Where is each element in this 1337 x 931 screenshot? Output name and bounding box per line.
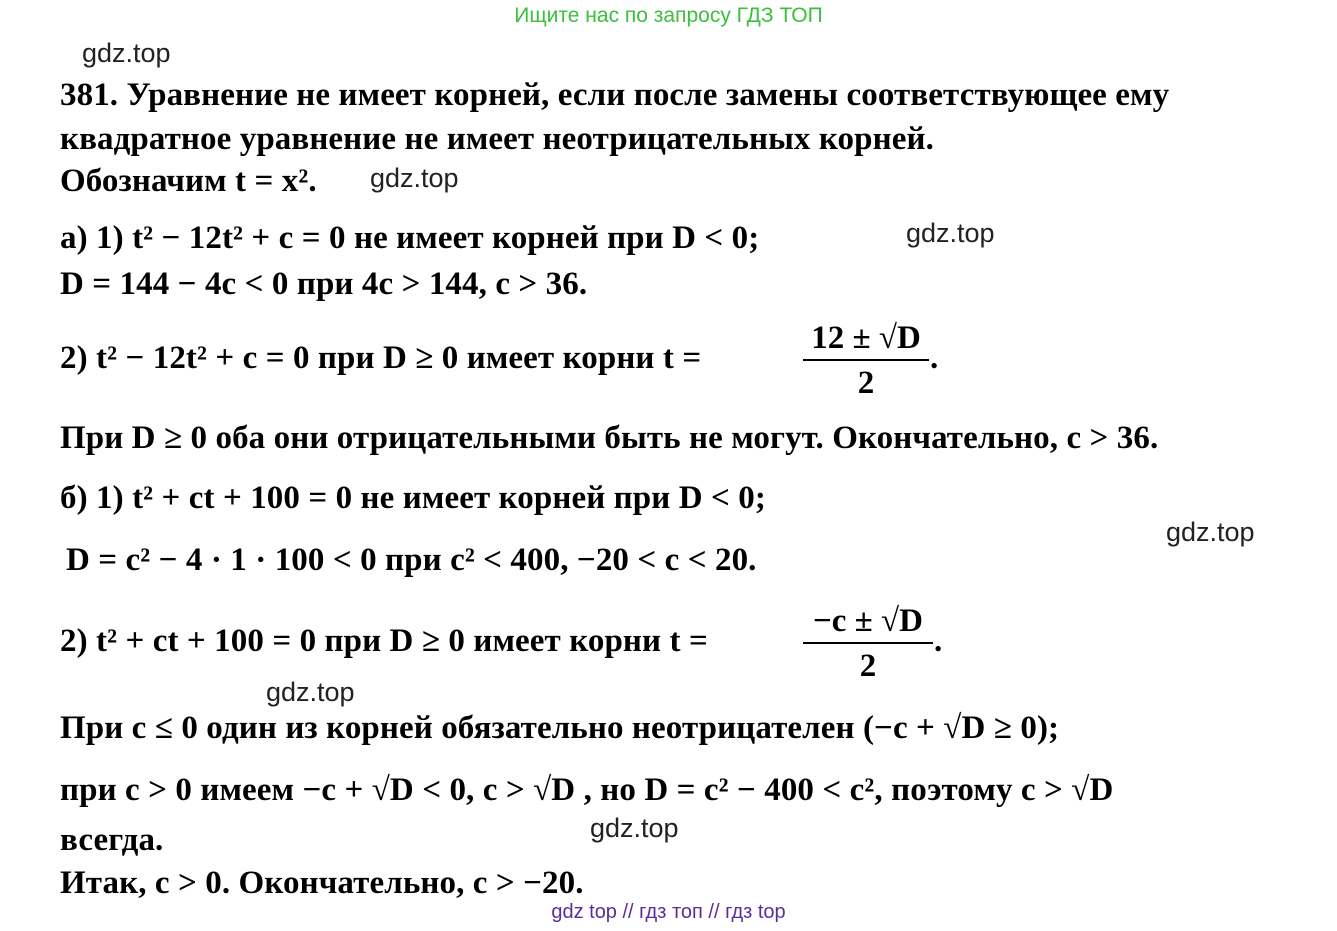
notation-line: Обозначим t = x². <box>60 163 317 199</box>
fraction-denominator: 2 <box>859 648 877 684</box>
part-b-conclusion: Итак, c > 0. Окончательно, c > −20. <box>60 865 584 901</box>
watermark: gdz.top <box>82 38 171 68</box>
fraction-bar <box>803 359 929 361</box>
intro-line-2: квадратное уравнение не имеет неотрицательных корней. <box>60 121 934 157</box>
part-b-always: всегда. <box>60 822 164 858</box>
watermark: gdz.top <box>1166 517 1255 547</box>
watermark: gdz.top <box>266 677 355 707</box>
part-a-step-2: 2) t² − 12t² + c = 0 при D ≥ 0 имеет корни t = <box>60 340 702 376</box>
watermark: gdz.top <box>590 813 679 843</box>
fraction-bar <box>803 642 933 644</box>
footer-watermark: gdz top // гдз топ // гдз top <box>551 901 786 923</box>
search-banner: Ищите нас по запросу ГДЗ ТОП <box>514 4 823 27</box>
period: . <box>930 340 939 376</box>
part-b-case-nonpositive: При c ≤ 0 один из корней обязательно неотрицателен (−c + √D ≥ 0); <box>60 710 1060 746</box>
part-a-conclusion: При D ≥ 0 оба они отрицательными быть не могут. Окончательно, c > 36. <box>60 420 1159 456</box>
watermark: gdz.top <box>370 163 459 193</box>
problem-number: 381. <box>60 77 119 113</box>
part-a-discriminant: D = 144 − 4c < 0 при 4c > 144, c > 36. <box>60 266 588 302</box>
part-b-root-fraction <box>803 603 933 685</box>
fraction-numerator: 12 ± √D <box>811 320 921 356</box>
part-b-step-2: 2) t² + ct + 100 = 0 при D ≥ 0 имеет корни t = <box>60 623 708 659</box>
watermark: gdz.top <box>906 218 995 248</box>
fraction-denominator: 2 <box>857 365 875 401</box>
part-b-case-positive: при c > 0 имеем −c + √D < 0, c > √D , но D = c² − 400 < c², поэтому c > √D <box>60 772 1114 808</box>
part-a-root-fraction <box>803 320 929 402</box>
intro-line-1: Уравнение не имеет корней, если после замены соответствующее ему <box>126 77 1170 113</box>
problem-heading <box>60 77 1169 114</box>
part-a-step-1: а) 1) t² − 12t² + c = 0 не имеет корней при D < 0; <box>60 220 760 256</box>
period: . <box>934 623 943 659</box>
part-b-discriminant: D = c² − 4 · 1 · 100 < 0 при c² < 400, −20 < c < 20. <box>66 542 757 578</box>
fraction-numerator: −c ± √D <box>812 603 923 639</box>
part-b-step-1: б) 1) t² + ct + 100 = 0 не имеет корней при D < 0; <box>60 480 766 516</box>
